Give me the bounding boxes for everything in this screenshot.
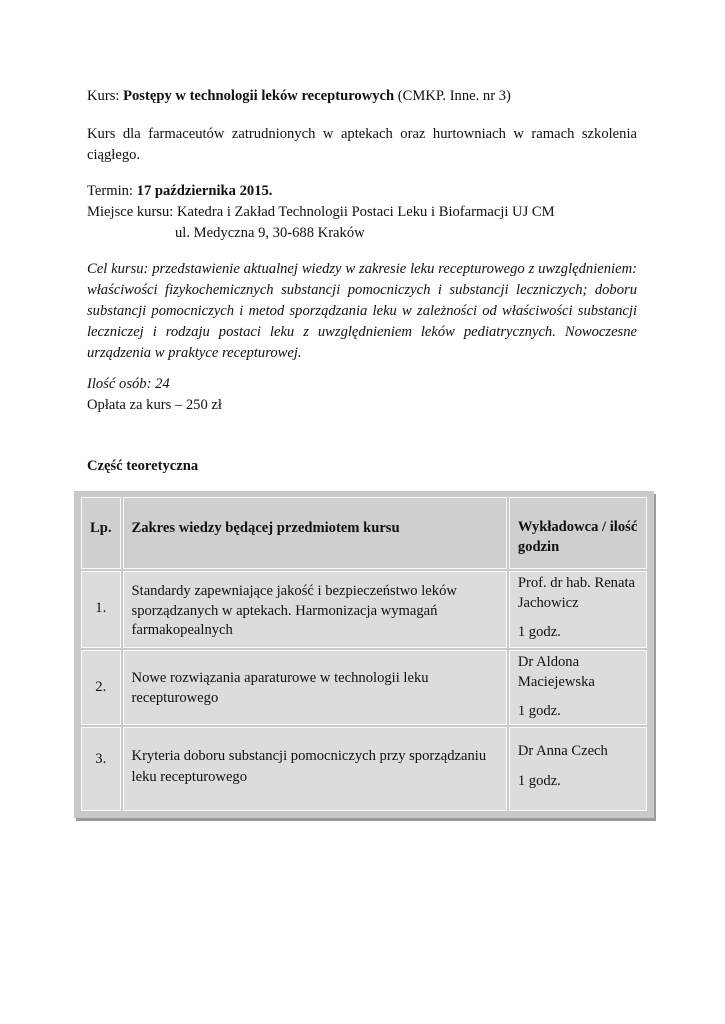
header-scope	[123, 497, 507, 569]
date-value: 17 października 2015.	[136, 183, 273, 199]
row-lecturer	[509, 571, 647, 648]
section-title: Część teoretyczna	[87, 458, 199, 474]
table-row	[81, 571, 647, 648]
course-intro	[87, 124, 637, 166]
goal-line-3: substancji pomocniczych i metod sporządzania leku w zależności od właściwości substancji	[87, 303, 637, 319]
location-line-1: Katedra i Zakład Technologii Postaci Leku i Biofarmacji UJ CM	[176, 204, 555, 220]
course-date	[87, 181, 637, 202]
row-lecturer-name: Dr Anna Czech	[517, 743, 608, 760]
course-label: Kurs:	[87, 88, 124, 104]
people-count: Ilość osób: 24	[87, 376, 170, 392]
course-code: (CMKP. Inne. nr 3)	[394, 88, 511, 104]
goal-line-4: leczniczej i rodzaju postaci leku z uwzględnieniem leków pediatrycznych. Nowoczesne	[87, 324, 637, 340]
row-scope	[123, 727, 507, 811]
row-scope-text: Standardy zapewniające jakość i bezpieczeństwo leków sporządzanych w aptekach. Harmonizacja wymagań farmakopealnych	[131, 583, 457, 639]
course-location	[87, 202, 637, 244]
row-lp	[81, 727, 121, 811]
row-lp	[81, 571, 121, 648]
course-goal	[87, 259, 637, 364]
header-lp	[81, 497, 121, 569]
header-scope-text: Zakres wiedzy będącej przedmiotem kursu	[131, 520, 400, 536]
course-table-frame	[74, 491, 654, 818]
table-row	[81, 727, 647, 811]
course-table	[79, 495, 649, 813]
row-lp	[81, 650, 121, 725]
row-lecturer-hours: 1 godz.	[517, 772, 561, 789]
location-line-2: ul. Medyczna 9, 30-688 Kraków	[175, 225, 365, 242]
row-lp-text: 2.	[95, 679, 107, 696]
course-title: Postępy w technologii leków recepturowych	[123, 88, 395, 104]
row-scope-text: Kryteria doboru substancji pomocniczych przy sporządzaniu leku recepturowego	[131, 748, 487, 786]
table-header-row	[81, 497, 647, 569]
row-lecturer-name: Prof. dr hab. Renata Jachowicz	[517, 575, 635, 611]
row-lecturer	[509, 727, 647, 811]
location-label: Miejsce kursu:	[87, 204, 177, 220]
row-lecturer-name: Dr Aldona Maciejewska	[517, 654, 595, 690]
header-lecturer	[509, 497, 647, 569]
header-lp-text: Lp.	[90, 520, 112, 536]
goal-line-5: urządzenia w praktyce recepturowej.	[87, 345, 302, 361]
table-row	[81, 650, 647, 725]
goal-line-2: właściwości fizykochemicznych substancji pomocniczych i substancji leczniczych; doboru	[87, 282, 637, 298]
row-lp-text: 3.	[95, 751, 107, 768]
row-lp-text: 1.	[95, 600, 107, 616]
row-scope	[123, 650, 507, 725]
course-title-line	[87, 86, 637, 107]
course-fee: Opłata za kurs – 250 zł	[87, 397, 222, 413]
intro-line-1: Kurs dla farmaceutów zatrudnionych w aptekach oraz hurtowniach w ramach szkolenia	[87, 126, 637, 142]
row-lecturer-hours: 1 godz.	[517, 703, 561, 720]
row-lecturer	[509, 650, 647, 725]
row-scope	[123, 571, 507, 648]
header-lecturer-text: Wykładowca / ilość godzin	[517, 519, 638, 555]
row-scope-text: Nowe rozwiązania aparaturowe w technologii leku recepturowego	[131, 670, 429, 706]
date-label: Termin:	[87, 183, 137, 199]
row-lecturer-hours: 1 godz.	[517, 624, 561, 641]
goal-line-1: Cel kursu: przedstawienie aktualnej wiedzy w zakresie leku recepturowego z uwzględnieniem:	[87, 261, 637, 277]
intro-line-2: ciągłego.	[87, 147, 141, 163]
